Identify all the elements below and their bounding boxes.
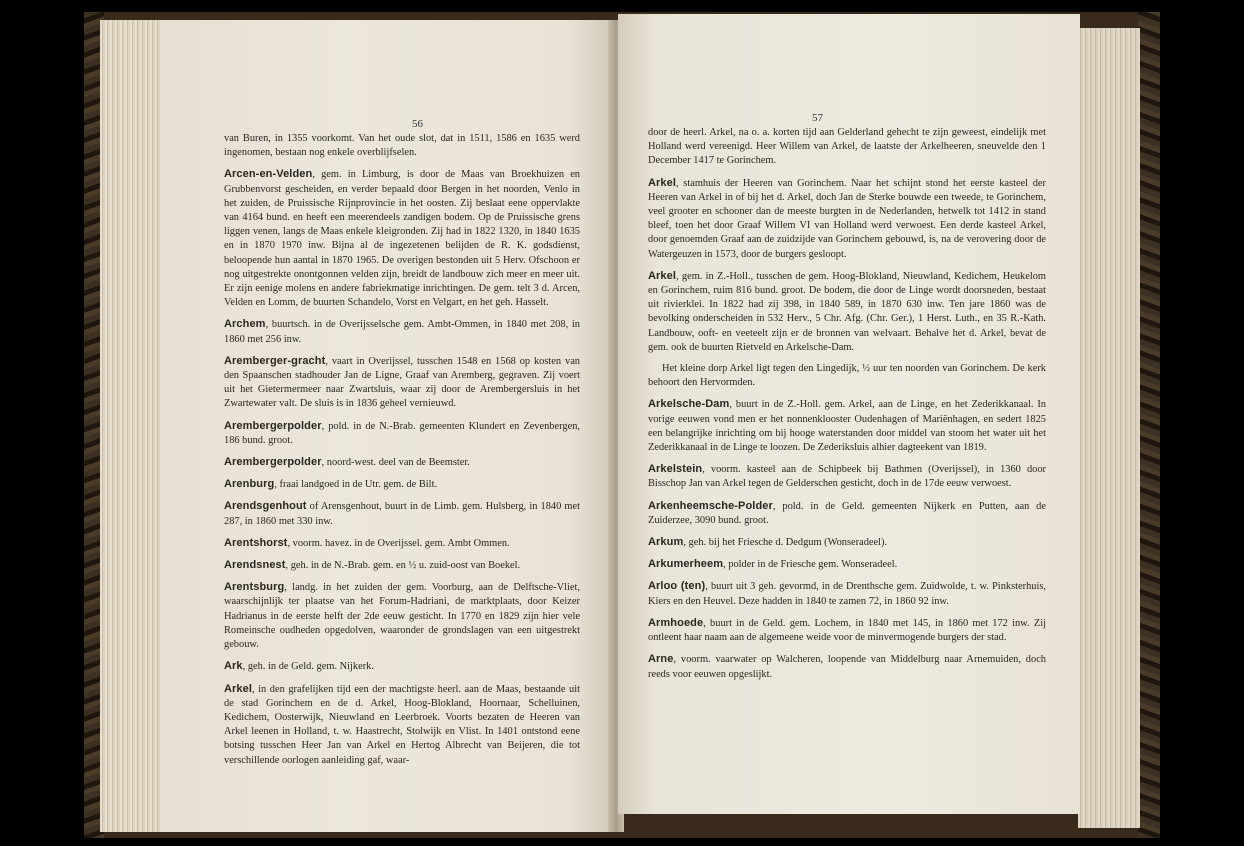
dictionary-entry xyxy=(648,462,1046,491)
marbled-cover-right xyxy=(1138,12,1160,838)
dictionary-entry xyxy=(224,558,580,573)
entry-text: , voorm. havez. in de Overijssel. gem. Ambt Ommen. xyxy=(287,537,510,549)
entry-headword: Arkel xyxy=(648,269,677,282)
entry-headword: Arembergerpolder xyxy=(224,456,322,469)
dictionary-entry xyxy=(224,167,580,310)
right-page-text xyxy=(648,126,1046,682)
entry-text: , stamhuis der Heeren van Gorinchem. Naar het schijnt stond het eerste kasteel der Heeren van Arkel in of bij het d. Arkel, doch Jan de Sterke bouwde een tweede, te Gorinchem, veel grooter en schooner dan de meeste burgten in de Nederlanden, hetwelk tot 1412 in stand bleef, toen het door Graaf Willem VI van Holland werd verwoest. Een derde kasteel Arkel, door genoemden Graaf aan de zuidzijde van Gorinchem gebouwd, is, na de verovering door de Watergeuzen in 1573, door de burgers gesloopt. xyxy=(648,177,1046,260)
dictionary-entry xyxy=(648,269,1046,355)
entry-headword: Arcen-en-Velden xyxy=(224,168,313,181)
dictionary-entry xyxy=(224,132,580,160)
right-page xyxy=(618,14,1080,814)
entry-text: , gem. in Limburg, is door de Maas van Broekhuizen en Grubbenvorst gescheiden, en verder bepaald door Bergen in het noorden, Venlo in het zuiden, de Pruissische Rijnprovincie in het oosten. Zij beslaat eene oppervlakte van 4164 bund. en heeft een meerendeels zandigen bodem. Op de Pruissische grens liggen venen, langs de Maas enkele kleigronden. Zij had in 1822 1320, in 1840 1635 en in 1870 1970 inw. Bijna al de ingezetenen belijden de R. K. godsdienst, beloopende hun aantal in 1870 1965. De overigen bestonden uit 5 Herv. Ofschoon er nog uitgestrekte onontgonnen velden zijn, breidt de landbouw zich meer en meer uit. Er zijn eenige molens en andere fabriekmatige inrichtingen. De gem. telt 3 d. Arcen, Velden en Lomm, de buurten Schandelo, Vorst en Velgart, en het geh. Hasselt. xyxy=(224,169,580,309)
dictionary-entry xyxy=(224,682,580,768)
entry-text: , pold. in de N.-Brab. gemeenten Klundert en Zevenbergen, 186 bund. groot. xyxy=(224,420,580,446)
dictionary-entry xyxy=(224,317,580,346)
entry-headword: Arkumerheem xyxy=(648,558,724,571)
entry-headword: Arendsgenhout xyxy=(224,500,307,513)
entry-text: , buurt uit 3 geh. gevormd, in de Drenthsche gem. Zuidwolde, t. w. Pinksterhuis, Kiers en den Heuvel. Deze hadden in 1840 te zamen 72, in 1860 92 inw. xyxy=(648,581,1047,607)
entry-headword: Arkelsche-Dam xyxy=(648,398,730,411)
entry-text: of Arensgenhout, buurt in de Limb. gem. Hulsberg, in 1840 met 287, in 1860 met 330 inw. xyxy=(224,501,580,527)
page-edges-right xyxy=(1078,28,1140,828)
entry-headword: Ark xyxy=(224,660,243,673)
entry-text: , voorm. vaarwater op Walcheren, loopende van Middelburg naar Arnemuiden, doch reeds voor eeuwen opgeslijkt. xyxy=(648,654,1046,680)
entry-headword: Aremberger-gracht xyxy=(224,354,326,367)
entry-text: , landg. in het zuiden der gem. Voorburg, aan de Delftsche-Vliet, waarschijnlijk ter plaatse van het Forum-Hadriani, de marktplaats, door Keizer Hadrianus in de eerste helft der 2de eeuw gesticht. In 1770 en 1829 zijn hier vele Romeinsche oudheden opgedolven, waaronder de grondslagen van een uitgestrekt gebouw. xyxy=(224,582,580,651)
entry-headword: Arkel xyxy=(224,682,253,695)
entry-text: , buurtsch. in de Overijsselsche gem. Ambt-Ommen, in 1840 met 208, in 1860 met 256 inw. xyxy=(224,319,580,345)
entry-headword: Arne xyxy=(648,653,674,666)
dictionary-entry xyxy=(648,557,1046,572)
entry-text: , voorm. kasteel aan de Schipbeek bij Bathmen (Overijssel), in 1360 door Bisschop Jan van Arkel tegen de Gelderschen gesticht, doch in de 17de eeuw verwoest. xyxy=(648,464,1046,490)
dictionary-entry xyxy=(648,397,1046,455)
entry-headword: Arembergerpolder xyxy=(224,419,322,432)
dictionary-entry xyxy=(648,176,1046,262)
page-edges-left xyxy=(100,20,166,832)
dictionary-entry xyxy=(224,455,580,470)
entry-text: , buurt in de Geld. gem. Lochem, in 1840 met 145, in 1860 met 172 inw. Zij ontleent haar naam aan de algemeene weide voor de minvermogende burgers der stad. xyxy=(648,617,1046,644)
entry-headword: Arkelstein xyxy=(648,463,703,476)
entry-text: , geh. in de N.-Brab. gem. en ½ u. zuid-oost van Boekel. xyxy=(285,560,521,572)
entry-headword: Arentsburg xyxy=(224,581,285,594)
dictionary-entry xyxy=(224,580,580,652)
dictionary-entry xyxy=(224,536,580,551)
dictionary-entry xyxy=(648,652,1046,681)
page-number-right: 57 xyxy=(812,112,823,124)
entry-headword: Arloo (ten) xyxy=(648,580,706,593)
left-page-text xyxy=(224,132,580,768)
entry-text: , fraai landgoed in de Utr. gem. de Bilt. xyxy=(274,479,438,491)
entry-headword: Arendsnest xyxy=(224,559,286,572)
page-number-left: 56 xyxy=(412,118,423,130)
entry-text: , gem. in Z.-Holl., tusschen de gem. Hoog-Blokland, Nieuwland, Kedichem, Heukelom en Gorinchem, ruim 816 bund. groot. De bodem, die door de Linge wordt doorsneden, bestaat uit rivierklei. In 1822 had zij 398, in 1840 589, in 1870 630 inw. Ten jare 1860 was de bevolking onderscheiden in 532 Herv., 5 Chr. Afg. (Chr. Ger.), 1 Herst. Luth., en 35 R.-Kath. Landbouw, ooft- en veeteelt zijn er de bronnen van welvaart. Behalve het d. Arkel, bevat de gem. ook de buurten Rietveld en Arkelsche-Dam. xyxy=(648,270,1046,353)
entry-text: , noord-west. deel van de Beemster. xyxy=(321,457,470,469)
entry-text: Het kleine dorp Arkel ligt tegen den Lingedijk, ½ uur ten noorden van Gorinchem. De kerk behoort den Hervormden. xyxy=(648,363,1046,389)
dictionary-entry xyxy=(648,535,1046,550)
entry-text: , in den grafelijken tijd een der machtigste heerl. aan de Maas, bestaande uit de stad Gorinchem en de d. Arkel, Hoog-Blokland, Hoornaar, Schelluinen, Kedichem, Oosterwijk, Nieuwland en Leerbroek. Voorts bezaten de Heeren van Arkel leenen in Holland, t. w. Haastrecht, Stolwijk en Vlist. In 1401 ontstond eene botsing tusschen Heer Jan van Arkel en Hertog Albrecht van Beijeren, die tot verschillende oorlogen aanleiding gaf, waar- xyxy=(224,683,580,766)
entry-headword: Arkum xyxy=(648,536,684,549)
entry-headword: Arkenheemsche-Polder xyxy=(648,499,773,512)
entry-headword: Archem xyxy=(224,318,266,331)
entry-text: , polder in de Friesche gem. Wonseradeel. xyxy=(723,559,898,571)
dictionary-entry xyxy=(224,419,580,448)
entry-headword: Armhoede xyxy=(648,616,704,629)
entry-text: , vaart in Overijssel, tusschen 1548 en 1568 op kosten van den Spaanschen stadhouder Jan de Ligne, Graaf van Aremberg, gegraven. Zij voert uit het Gietermermeer naar Zwartsluis, waar zij door de Arembergersluis in het Zwartewater valt. De sluis is in 1836 geheel vernieuwd. xyxy=(224,355,580,410)
entry-headword: Arkel xyxy=(648,176,677,189)
dictionary-entry xyxy=(224,477,580,492)
dictionary-entry xyxy=(224,354,580,412)
dictionary-entry xyxy=(648,616,1046,645)
entry-text: van Buren, in 1355 voorkomt. Van het oude slot, dat in 1511, 1586 en 1635 werd ingenomen, bestaan nog enkele overblijfselen. xyxy=(224,133,580,159)
entry-text: , pold. in de Geld. gemeenten Nijkerk en Putten, aan de Zuiderzee, 3090 bund. groot. xyxy=(648,500,1046,526)
dictionary-entry xyxy=(224,659,580,674)
left-page xyxy=(160,20,616,832)
entry-text: , geh. bij het Friesche d. Dedgum (Wonseradeel). xyxy=(683,537,888,549)
dictionary-entry xyxy=(648,579,1046,608)
entry-headword: Arentshorst xyxy=(224,536,288,549)
dictionary-entry xyxy=(648,499,1046,528)
entry-text: , buurt in de Z.-Holl. gem. Arkel, aan de Linge, en het Zederikkanaal. In vorige eeuwen vond men er het nonnenklooster Oudenhagen of Mariënhagen, en sedert 1825 een belangrijke inrichting om bij hooge waterstanden door middel van stoom het water uit het Zederikkanaal in de Linge te loozen. De Zederiksluis alhier dagteekent van 1819. xyxy=(648,399,1046,454)
dictionary-entry xyxy=(648,362,1046,390)
entry-headword: Arenburg xyxy=(224,478,275,491)
dictionary-entry xyxy=(224,499,580,528)
entry-text: door de heerl. Arkel, na o. a. korten tijd aan Gelderland gehecht te zijn geweest, eindelijk met Holland werd vereenigd. Heer Willem van Arkel, de laatste der Arkelheeren, sneuvelde den 1 December 1417 te Gorinchem. xyxy=(648,127,1046,167)
dictionary-entry xyxy=(648,126,1046,169)
entry-text: , geh. in de Geld. gem. Nijkerk. xyxy=(242,661,374,673)
